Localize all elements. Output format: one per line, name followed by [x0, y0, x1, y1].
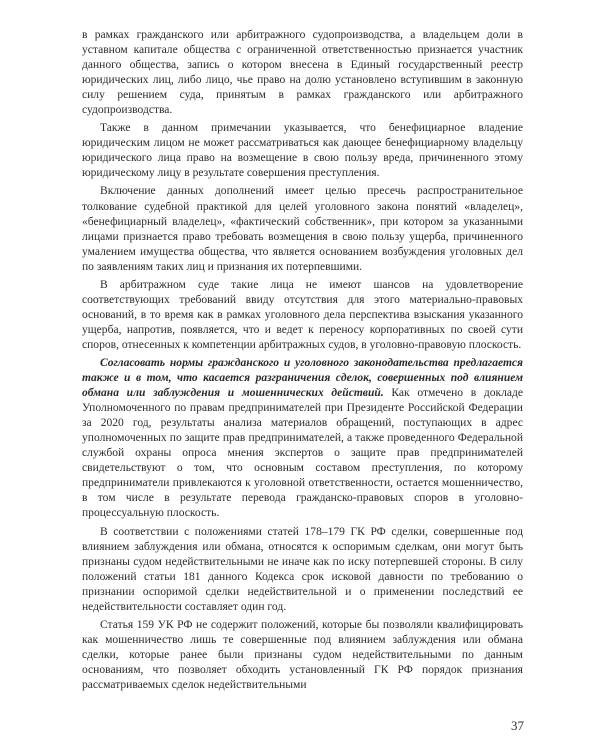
paragraph-7: Статья 159 УК РФ не содержит положений, которые бы позволяли квалифицировать как мошенничество лишь те совершенные под влиянием заблуждения или обмана сделки, которые ранее были признаны судом недействительными по данным основаниям, что позволяет обходить установленный ГК РФ порядок признания рассматриваемых сделок недействительными [82, 618, 523, 691]
paragraph-3: Включение данных дополнений имеет целью пресечь распространительное толкование судебной практикой для целей уголовного закона понятий «владелец», «бенефициарный владелец», «фактический собственник», при котором за указанными лицами признается право требовать возмещения в свою пользу ущерба, причиненного умалением имущества общества, что является основанием возбуждения уголовных дел по заявлениям таких лиц и признания их потерпевшими. [82, 185, 523, 273]
page-number: 37 [511, 718, 524, 733]
paragraph-2: Также в данном примечании указывается, что бенефициарное владение юридическим лицом не может рассматриваться как дающее бенефициарному владельцу юридического лица право на возмещение в свою пользу вреда, причиненного этому юридическому лицу в результате совершения преступления. [82, 122, 523, 180]
paragraph-6: В соответствии с положениями статей 178–179 ГК РФ сделки, совершенные под влиянием заблуждения или обмана, относятся к оспоримым сделкам, они могут быть признаны судом недействительными не иначе как по иску потерпевшей стороны. В силу положений статьи 181 данного Кодекса срок исковой давности по требованию о признании оспоримой сделки недействительной и о применении последствий ее недействительности составляет один год. [82, 525, 523, 613]
page-body [82, 28, 523, 696]
paragraph-5-text: Как отмечено в докладе Уполномоченного по правам предпринимателей при Президенте Российской Федерации за 2020 год, результаты анализа материалов обращений, поступающих в адрес уполномоченных по защите прав предпринимателей, а также проведенного Федеральной службой охраны опроса мнения экспертов о защите прав предпринимателей свидетельствуют о том, что основным составом преступления, по которому предприниматели привлекаются к уголовной ответственности, остается мошенничество, в том числе в результате перевода гражданско-правовых споров в уголовно-процессуальную плоскость. [82, 387, 523, 520]
paragraph-5-emphasis: Согласовать нормы гражданского и уголовного законодательства предлагается также и в том, что касается разграничения сделок, совершенных под влиянием обмана или заблуждения и мошеннических действий. [82, 356, 523, 400]
paragraph-1: в рамках гражданского или арбитражного судопроизводства, а владельцем доли в уставном капитале общества с ограниченной ответственностью признается участник данного общества, запись о котором внесена в Единый государственный реестр юридических лиц, либо лицо, чье право на долю установлено вступившим в законную силу решением суда, принятым в рамках гражданского или арбитражного судопроизводства. [82, 29, 523, 117]
paragraph-5 [82, 356, 523, 522]
paragraph-4: В арбитражном суде такие лица не имеют шансов на удовлетворение соответствующих требований ввиду отсутствия для этого материально-правовых оснований, в то время как в рамках уголовного дела перспектива взыскания указанного ущерба, напротив, появляется, что и ведет к переносу корпоративных по своей сути споров, отнесенных к компетенции арбитражных судов, в уголовно-правовую плоскость. [82, 278, 523, 351]
